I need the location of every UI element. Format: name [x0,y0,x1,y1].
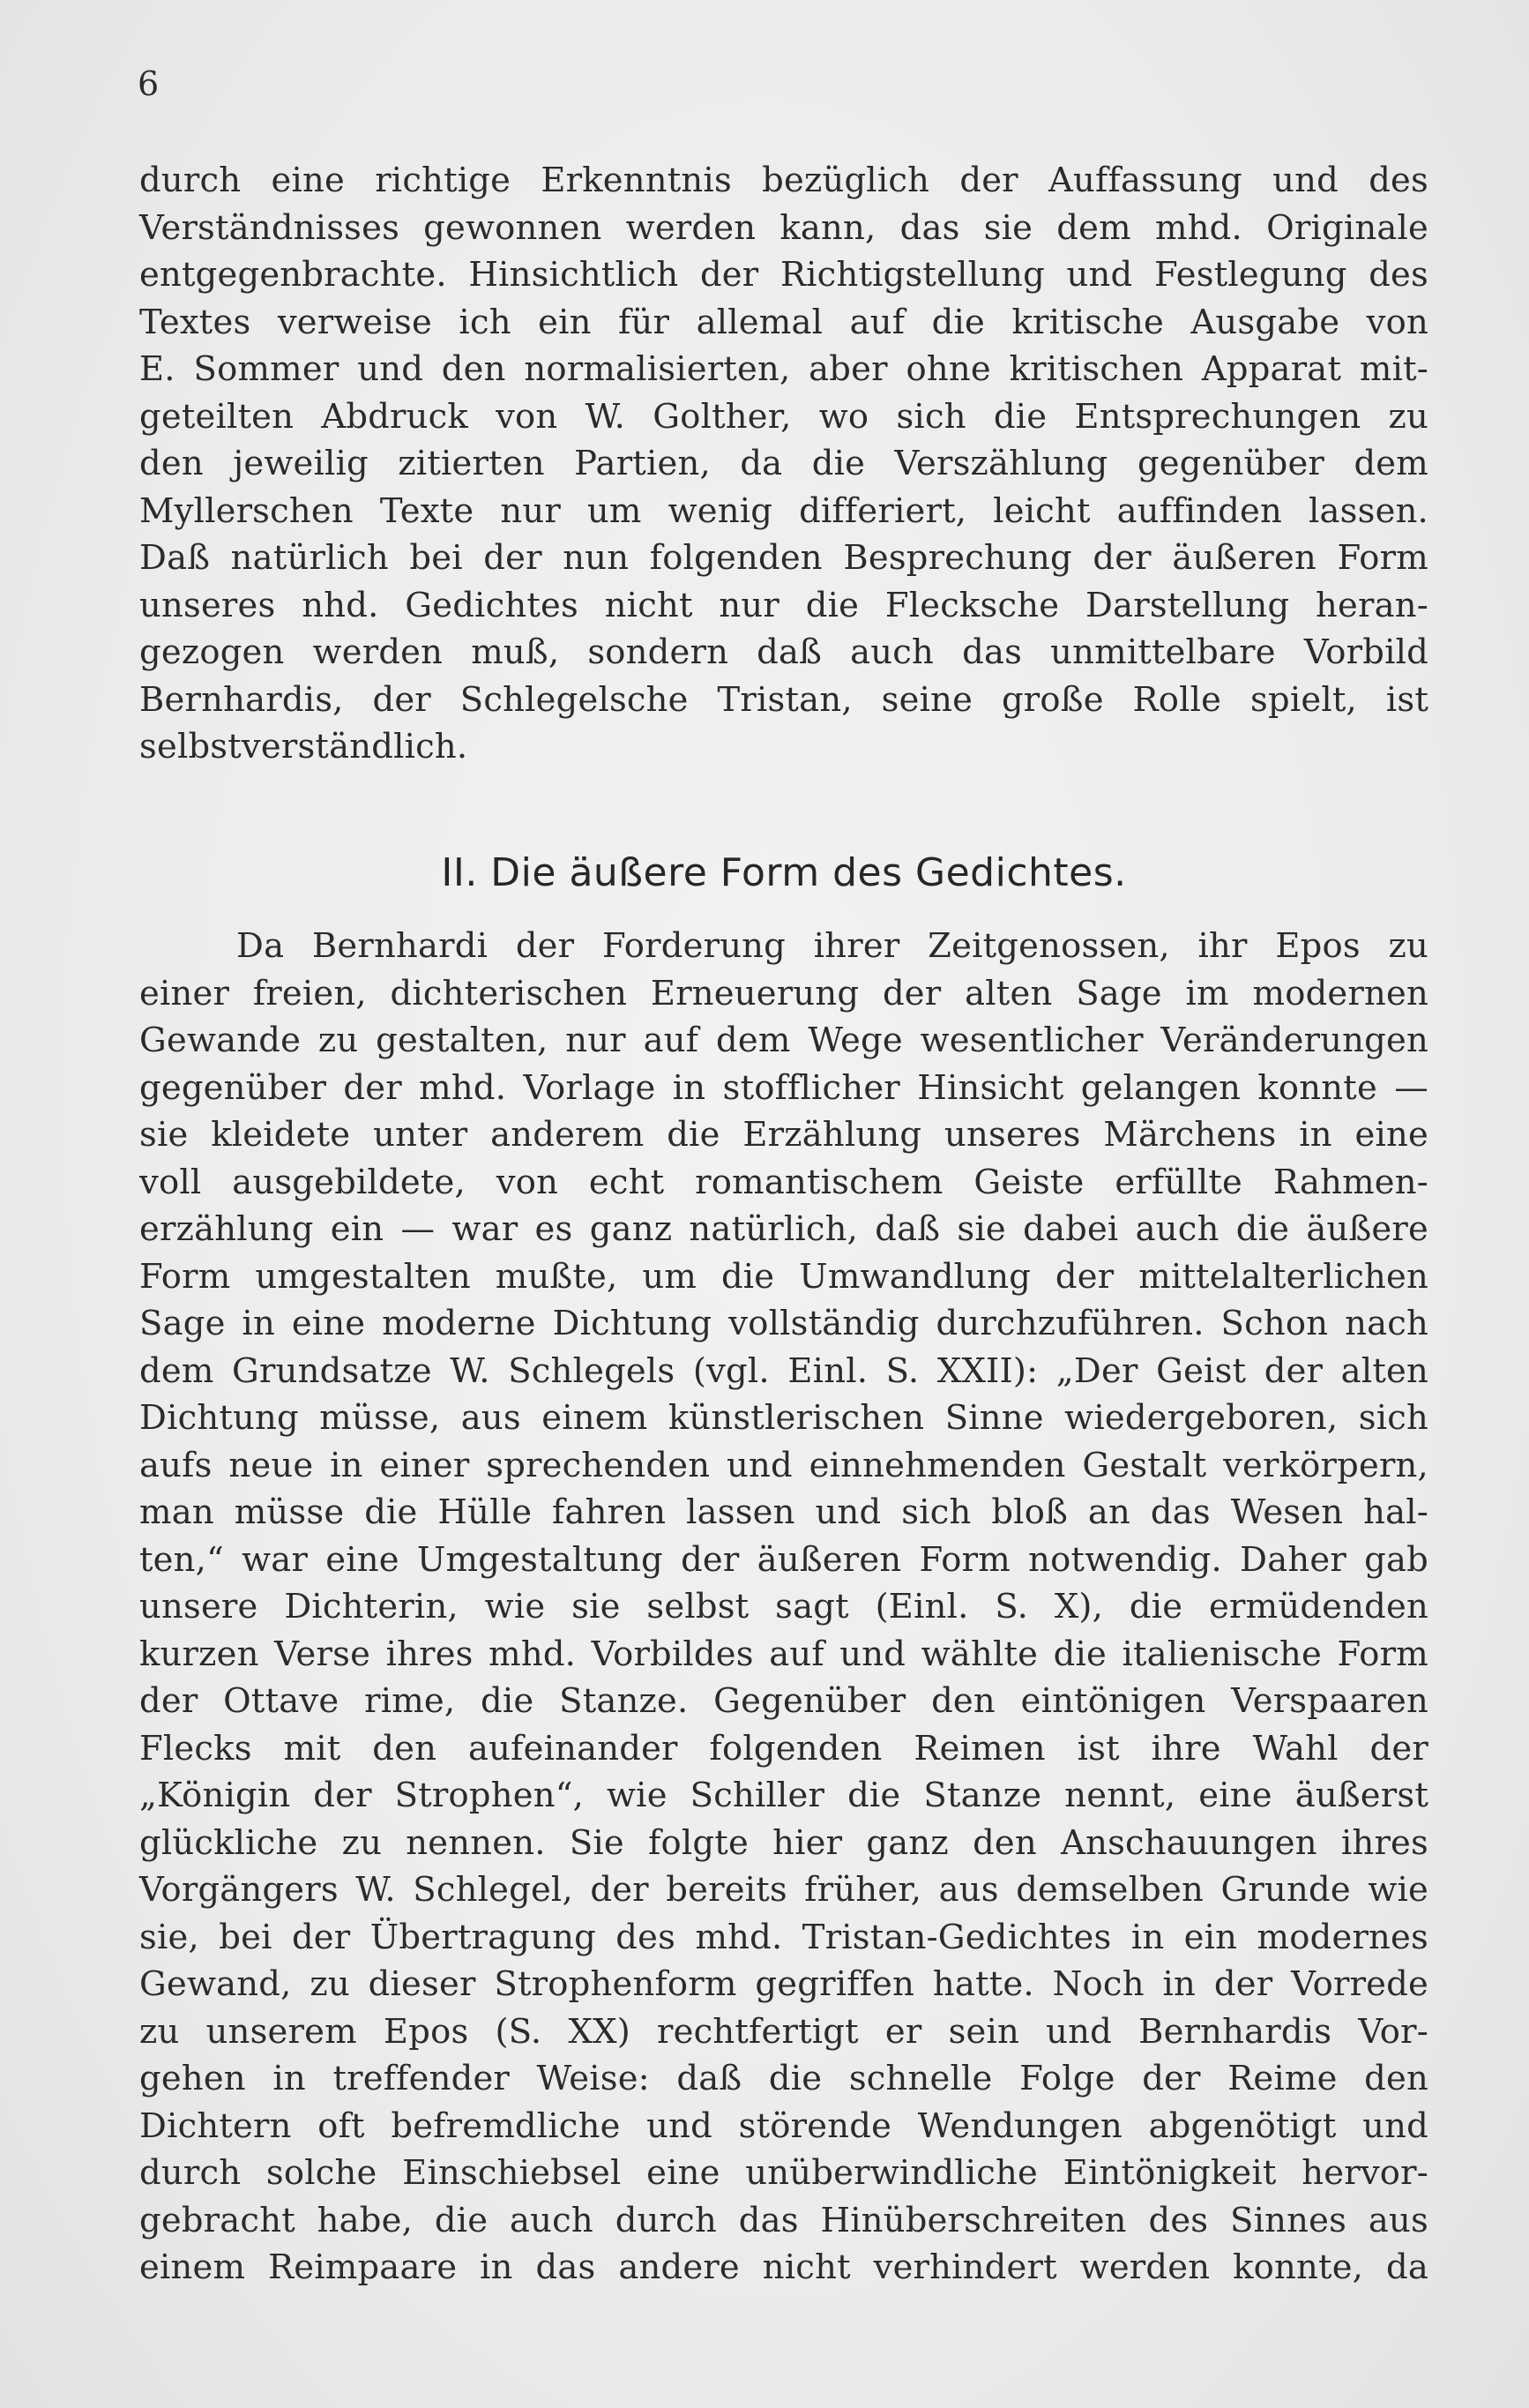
text-line: voll ausgebildete, von echt romantischem Geiste erfüllte Rahmen- [139,1162,1428,1202]
text-line: der Ottave rime, die Stanze. Gegenüber den eintönigen Verspaaren [139,1681,1428,1721]
text-line: E. Sommer und den normalisierten, aber ohne kritischen Apparat mit- [139,349,1428,389]
text-line: Bernhardis, der Schlegelsche Tristan, seine große Rolle spielt, ist [139,679,1428,720]
section-heading: II. Die äußere Form des Gedichtes. [441,850,1127,895]
text-line: unsere Dichterin, wie sie selbst sagt (Einl. S. X), die ermüdenden [139,1587,1428,1627]
text-line: Dichtung müsse, aus einem künstlerischen Sinne wiedergeboren, sich [139,1398,1428,1438]
text-line: man müsse die Hülle fahren lassen und sich bloß an das Wesen hal- [139,1492,1428,1532]
text-line: gebracht habe, die auch durch das Hinüberschreiten des Sinnes aus [139,2200,1428,2240]
text-line: Sage in eine moderne Dichtung vollständig durchzuführen. Schon nach [139,1304,1428,1343]
intro-paragraph [139,157,1428,771]
text-line: erzählung ein — war es ganz natürlich, daß sie dabei auch die äußere [139,1209,1428,1249]
text-line: durch eine richtige Erkenntnis bezüglich der Auffassung und des [139,161,1428,200]
text-line: kurzen Verse ihres mhd. Vorbildes auf und wählte die italienische Form [139,1634,1428,1674]
text-line: Gewand, zu dieser Strophenform gegriffen hatte. Noch in der Vorrede [139,1964,1428,2004]
text-line: gezogen werden muß, sondern daß auch das unmittelbare Vorbild [139,632,1428,672]
text-line: sie kleidete unter anderem die Erzählung unseres Märchens in eine [139,1115,1428,1155]
text-line: durch solche Einschiebsel eine unüberwindliche Eintönigkeit hervor- [139,2153,1428,2193]
text-line: Textes verweise ich ein für allemal auf die kritische Ausgabe von [139,302,1428,342]
text-line: Vorgängers W. Schlegel, der bereits früher, aus demselben Grunde wie [139,1870,1428,1910]
text-line: unseres nhd. Gedichtes nicht nur die Flecksche Darstellung heran- [139,585,1428,625]
page-number: 6 [138,64,160,103]
text-line: sie, bei der Übertragung des mhd. Tristan-Gedichtes in ein modernes [139,1917,1428,1957]
text-line: „Königin der Strophen“, wie Schiller die Stanze nennt, eine äußerst [139,1776,1428,1815]
text-line: zu unserem Epos (S. XX) rechtfertigt er sein und Bernhardis Vor- [139,2011,1428,2052]
text-line: gehen in treffender Weise: daß die schnelle Folge der Reime den [139,2059,1428,2098]
text-line: Form umgestalten mußte, um die Umwandlung der mittelalterlichen [139,1256,1428,1297]
section-paragraph [139,923,1428,2292]
text-line: entgegenbrachte. Hinsichtlich der Richtigstellung und Festlegung des [139,255,1428,295]
text-line: glückliche zu nennen. Sie folgte hier ganz den Anschauungen ihres [139,1822,1428,1863]
text-line: Da Bernhardi der Forderung ihrer Zeitgenossen, ihr Epos zu [236,926,1428,966]
text-line: aufs neue in einer sprechenden und einnehmenden Gestalt verkörpern, [139,1445,1428,1485]
text-line: dem Grundsatze W. Schlegels (vgl. Einl. S. XXII): „Der Geist der alten [139,1350,1428,1391]
text-line: gegenüber der mhd. Vorlage in stofflicher Hinsicht gelangen konnte — [139,1067,1428,1108]
text-line: den jeweilig zitierten Partien, da die Verszählung gegenüber dem [139,444,1428,483]
text-line: Daß natürlich bei der nun folgenden Besprechung der äußeren Form [139,538,1428,578]
text-line: einer freien, dichterischen Erneuerung der alten Sage im modernen [139,973,1428,1013]
text-line: ten,“ war eine Umgestaltung der äußeren Form notwendig. Daher gab [139,1539,1428,1580]
text-line: Myllerschen Texte nur um wenig differiert, leicht auffinden lassen. [139,490,1428,531]
text-line: Dichtern oft befremdliche und störende Wendungen abgenötigt und [139,2105,1428,2146]
text-line: Verständnisses gewonnen werden kann, das sie dem mhd. Originale [139,207,1428,248]
text-line: einem Reimpaare in das andere nicht verhindert werden konnte, da [139,2247,1428,2287]
text-line: Gewande zu gestalten, nur auf dem Wege wesentlicher Veränderungen [139,1021,1428,1060]
text-line: geteilten Abdruck von W. Golther, wo sich die Entsprechungen zu [139,396,1428,437]
text-line: Flecks mit den aufeinander folgenden Reimen ist ihre Wahl der [139,1728,1428,1769]
text-line: selbstverständlich. [139,727,468,767]
